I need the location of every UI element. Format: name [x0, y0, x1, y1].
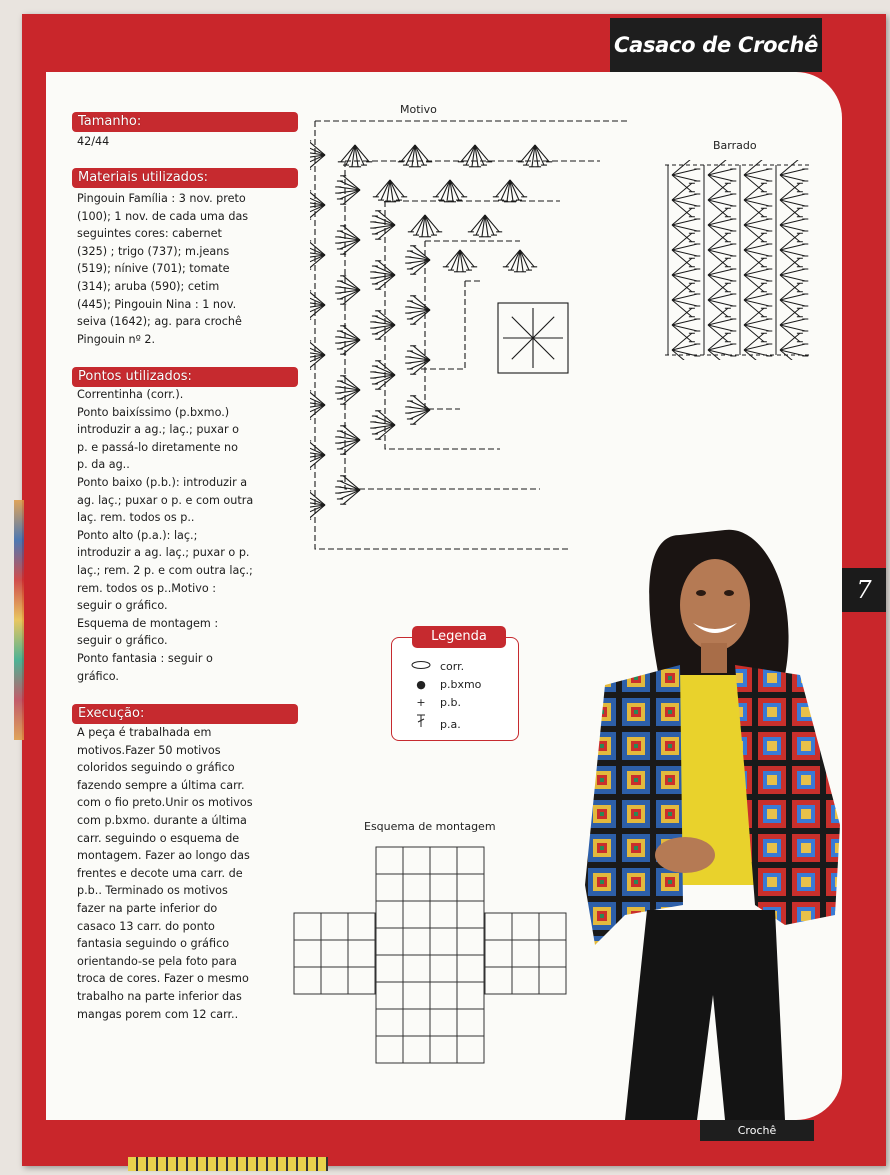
barrado-diagram	[660, 160, 815, 360]
pontos-line: seguir o gráfico.	[77, 634, 168, 648]
legend-item-corr: corr.	[410, 660, 464, 673]
execucao-line: mangas porem com 12 carr..	[77, 1007, 239, 1021]
legend-item-pa: p.a.	[410, 714, 461, 731]
neighbor-page-edge	[14, 500, 24, 740]
execucao-line: A peça é trabalhada em	[77, 726, 212, 739]
pontos-line: p. da ag..	[77, 458, 130, 472]
pontos-line: ag. laç.; puxar o p. e com outra	[77, 493, 254, 507]
pontos-line: Esquema de montagem :	[77, 616, 219, 630]
heading-materiais: Materiais utilizados:	[72, 168, 298, 188]
pontos-line: Ponto baixo (p.b.): introduzir a	[77, 475, 248, 489]
tamanho-text: 42/44	[77, 135, 110, 148]
pontos-line: introduzir a ag. laç.; puxar o p.	[77, 546, 250, 560]
binding-strip	[128, 1157, 328, 1171]
execucao-line: carr. seguindo o esquema de	[77, 831, 240, 845]
execucao-line: frentes e decote uma carr. de	[77, 866, 243, 880]
execucao-line: com o fio preto.Unir os motivos	[77, 796, 253, 810]
pontos-line: Correntinha (corr.).	[77, 388, 184, 401]
barrado-label: Barrado	[713, 139, 757, 152]
execucao-line: motivos.Fazer 50 motivos	[77, 743, 221, 757]
pontos-line: p. e passá-lo diretamente no	[77, 440, 238, 454]
pontos-text	[77, 386, 282, 685]
pontos-line: Ponto baixíssimo (p.bxmo.)	[77, 405, 230, 419]
execucao-line: trabalho na parte inferior das	[77, 989, 242, 1003]
execucao-line: troca de cores. Fazer o mesmo	[77, 972, 249, 986]
materiais-line: seiva (1642); ag. para crochê	[77, 315, 242, 329]
legend-title: Legenda	[412, 626, 506, 648]
materiais-text	[77, 190, 282, 348]
motivo-diagram	[310, 115, 645, 560]
dot-icon: ●	[416, 678, 426, 691]
pontos-line: Ponto fantasia : seguir o	[77, 651, 213, 665]
execucao-line: com p.bxmo. durante a última	[77, 813, 247, 827]
materiais-line: Pingouin nº 2.	[77, 332, 156, 346]
legend-item-pb: + p.b.	[410, 696, 461, 709]
materiais-line: (100); 1 nov. de cada uma das	[77, 209, 249, 223]
pontos-line: rem. todos os p..Motivo :	[77, 581, 217, 595]
materiais-line: Pingouin Família : 3 nov. preto	[77, 192, 246, 205]
materiais-line: (314); aruba (590); cetim	[77, 279, 220, 293]
pontos-line: Ponto alto (p.a.): laç.;	[77, 528, 198, 542]
legend-box	[391, 629, 519, 741]
materiais-line: (519); nínive (701); tomate	[77, 262, 230, 276]
materiais-line: (325) ; trigo (737); m.jeans	[77, 244, 230, 258]
cross-icon: +	[416, 696, 426, 709]
footer-label: Crochê	[700, 1120, 814, 1141]
legend-item-pbxmo: ● p.bxmo	[410, 678, 481, 691]
materiais-line: seguintes cores: cabernet	[77, 227, 222, 241]
execucao-line: fazendo sempre a última carr.	[77, 778, 245, 792]
materiais-line: (445); Pingouin Nina : 1 nov.	[77, 297, 237, 311]
heading-tamanho: Tamanho:	[72, 112, 298, 132]
esquema-label: Esquema de montagem	[364, 820, 496, 833]
heading-execucao: Execução:	[72, 704, 298, 724]
pontos-line: laç.; rem. 2 p. e com outra laç.;	[77, 563, 253, 577]
heading-pontos: Pontos utilizados:	[72, 367, 298, 387]
page-number: 7	[842, 568, 886, 612]
double-crochet-icon	[410, 714, 432, 731]
motivo-label: Motivo	[400, 103, 437, 116]
execucao-line: p.b.. Terminado os motivos	[77, 884, 228, 898]
page-title: Casaco de Crochê	[610, 18, 822, 72]
pontos-line: introduzir a ag.; laç.; puxar o	[77, 423, 240, 437]
execucao-text	[77, 724, 282, 1023]
pontos-line: laç. rem. todos os p..	[77, 511, 195, 525]
execucao-line: fantasia seguindo o gráfico	[77, 937, 230, 951]
execucao-line: montagem. Fazer ao longo das	[77, 849, 250, 863]
execucao-line: orientando-se pela foto para	[77, 954, 237, 968]
pontos-line: gráfico.	[77, 669, 119, 683]
esquema-grid	[293, 846, 573, 1068]
model-photo	[585, 525, 845, 1120]
pontos-line: seguir o gráfico.	[77, 599, 168, 613]
chain-oval-icon	[410, 660, 432, 673]
execucao-line: casaco 13 carr. do ponto	[77, 919, 215, 933]
execucao-line: coloridos seguindo o gráfico	[77, 761, 235, 775]
execucao-line: fazer na parte inferior do	[77, 901, 218, 915]
